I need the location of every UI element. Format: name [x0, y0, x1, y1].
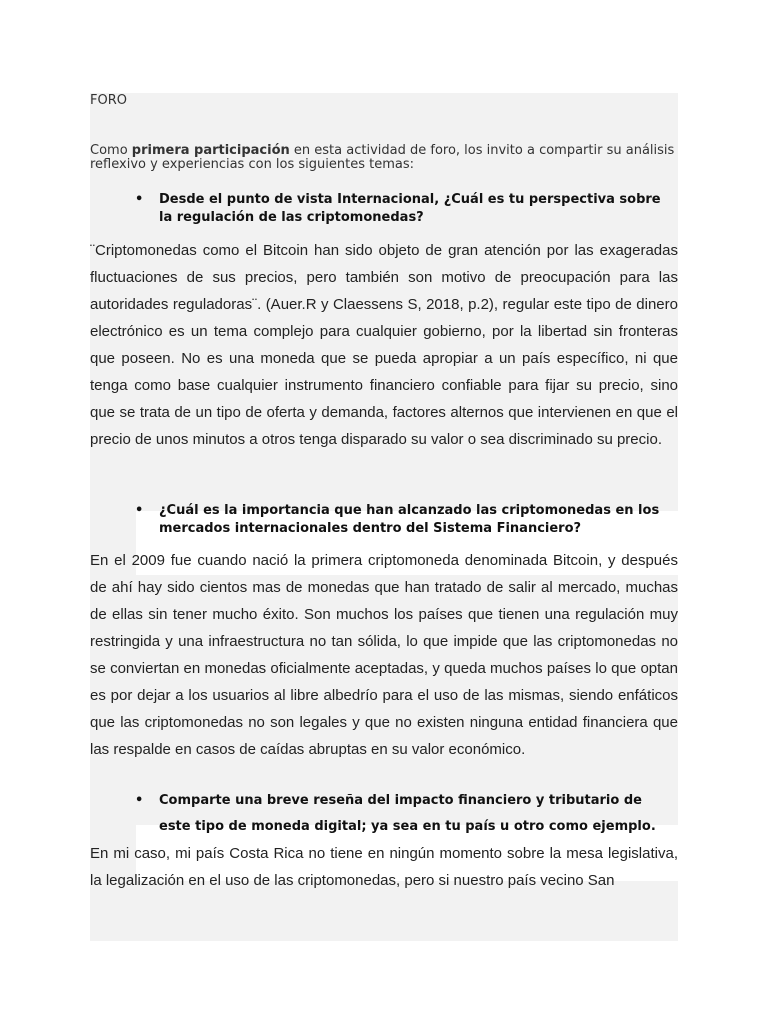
- page-title: FORO: [90, 93, 127, 108]
- question-text: Desde el punto de vista Internacional, ¿Cuál es tu perspectiva sobre la regulación de las criptomonedas?: [159, 192, 661, 225]
- bullet-icon: •: [135, 192, 144, 207]
- question-text: Comparte una breve reseña del impacto financiero y tributario de este tipo de moneda digital; ya sea en tu país u otro como ejemplo.: [159, 793, 656, 834]
- document-body: [90, 93, 678, 894]
- question-2: [90, 502, 678, 538]
- answer-2: En el 2009 fue cuando nació la primera criptomoneda denominada Bitcoin, y después de ahí hay sido cientos mas de monedas que han tratado de salir al mercado, muchas de ellas sin tener mucho éxito. Son muchos los países que tienen una regulación muy restringida y una infraestructura no tan sólida, lo que impide que las criptomonedas no se conviertan en monedas oficialmente aceptadas, y queda muchos países lo que optan es por dejar a los usuarios al libre albedrío para el uso de las mismas, siendo enfáticos que las criptomonedas no son legales y que no existen ninguna entidad financiera que las respalde en casos de caídas abruptas en su valor económico.: [90, 552, 678, 758]
- answer-3: En mi caso, mi país Costa Rica no tiene en ningún momento sobre la mesa legislativa, la legalización en el uso de las criptomonedas, pero si nuestro país vecino San: [90, 845, 678, 889]
- intro-paragraph: [90, 144, 678, 172]
- intro-text-before: Como: [90, 143, 132, 158]
- answer-1: ¨Criptomonedas como el Bitcoin han sido objeto de gran atención por las exageradas fluctuaciones de sus precios, pero también son motivo de preocupación para las autoridades reguladoras¨. (Auer.R y Claessens S, 2018, p.2), regular este tipo de dinero electrónico es un tema complejo para cualquier gobierno, por la libertad sin fronteras que poseen. No es una moneda que se pueda apropiar a un país específico, ni que tenga como base cualquier instrumento financiero confiable para fijar su precio, sino que se trata de un tipo de oferta y demanda, factores alternos que intervienen en que el precio de unos minutos a otros tenga disparado su valor o sea discriminado su precio.: [90, 242, 678, 448]
- intro-text-bold: primera participación: [131, 143, 290, 158]
- question-text: ¿Cuál es la importancia que han alcanzado las criptomonedas en los mercados internacionales dentro del Sistema Financiero?: [159, 503, 660, 536]
- intro-text-after: en esta actividad de foro, los invito a compartir su análisis reflexivo y experiencias con los siguientes temas:: [90, 143, 675, 172]
- bullet-icon: •: [135, 503, 144, 518]
- question-1: [90, 191, 678, 227]
- bullet-icon: •: [135, 793, 144, 808]
- question-3: [90, 788, 678, 840]
